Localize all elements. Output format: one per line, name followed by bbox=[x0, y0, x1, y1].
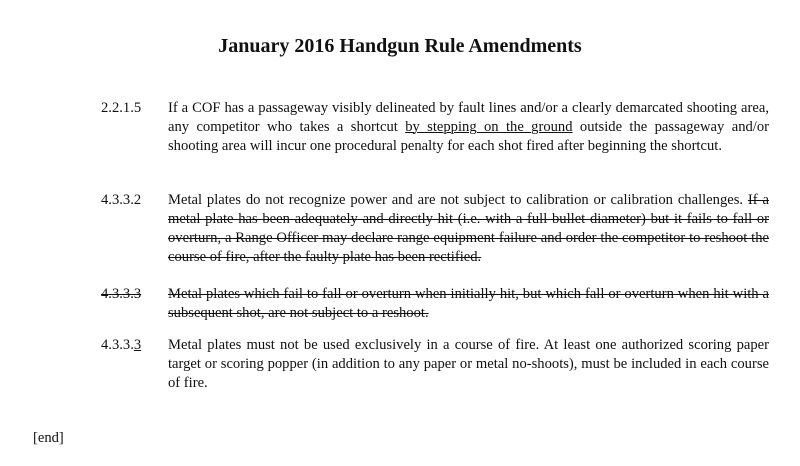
rule-text bbox=[168, 191, 769, 267]
underlined-amendment-text: by stepping on the ground bbox=[405, 119, 573, 135]
rule-number-prefix: 4.3.3. bbox=[101, 337, 134, 353]
rule-text-part: Metal plates do not recognize power and are not subject to calibration or calibration challenges. bbox=[168, 192, 748, 208]
rule-text-part: outside the passageway and/or shooting area will incur one procedural penalty for each shot fired after beginning the shortcut. bbox=[168, 119, 769, 154]
rule-text-part: Metal plates must not be used exclusively in a course of fire. At least one authorized scoring paper target or scoring popper (in addition to any paper or metal no-shoots), must be included in each course of fire. bbox=[168, 337, 769, 391]
rule-text bbox=[168, 99, 769, 156]
end-marker: [end] bbox=[33, 430, 64, 446]
rule-text-part: If a COF has a passageway visibly delineated by fault lines and/or a clearly demarcated shooting area, any competitor who takes a shortcut bbox=[168, 100, 769, 135]
rule-number: 2.2.1.5 bbox=[101, 100, 142, 116]
rule-number: 4.3.3.2 bbox=[101, 192, 142, 208]
struck-through-text: If a metal plate has been adequately and directly hit (i.e. with a full bullet diameter) but it fails to fall or overturn, a Range Officer may declare range equipment failure and order the competitor to reshoot the course of fire, after the faulty plate has been rectified. bbox=[168, 192, 769, 265]
rule-number-underlined-digit: 3 bbox=[133, 337, 142, 353]
rule-number bbox=[101, 336, 141, 355]
rule-text bbox=[168, 285, 769, 323]
rule-text bbox=[168, 336, 769, 393]
struck-through-text: Metal plates which fail to fall or overturn when initially hit, but which fall or overturn when hit with a subsequent shot, are not subject to a reshoot. bbox=[168, 286, 769, 321]
document-title: January 2016 Handgun Rule Amendments bbox=[218, 35, 582, 57]
rule-number-struck: 4.3.3.3 bbox=[101, 286, 142, 302]
